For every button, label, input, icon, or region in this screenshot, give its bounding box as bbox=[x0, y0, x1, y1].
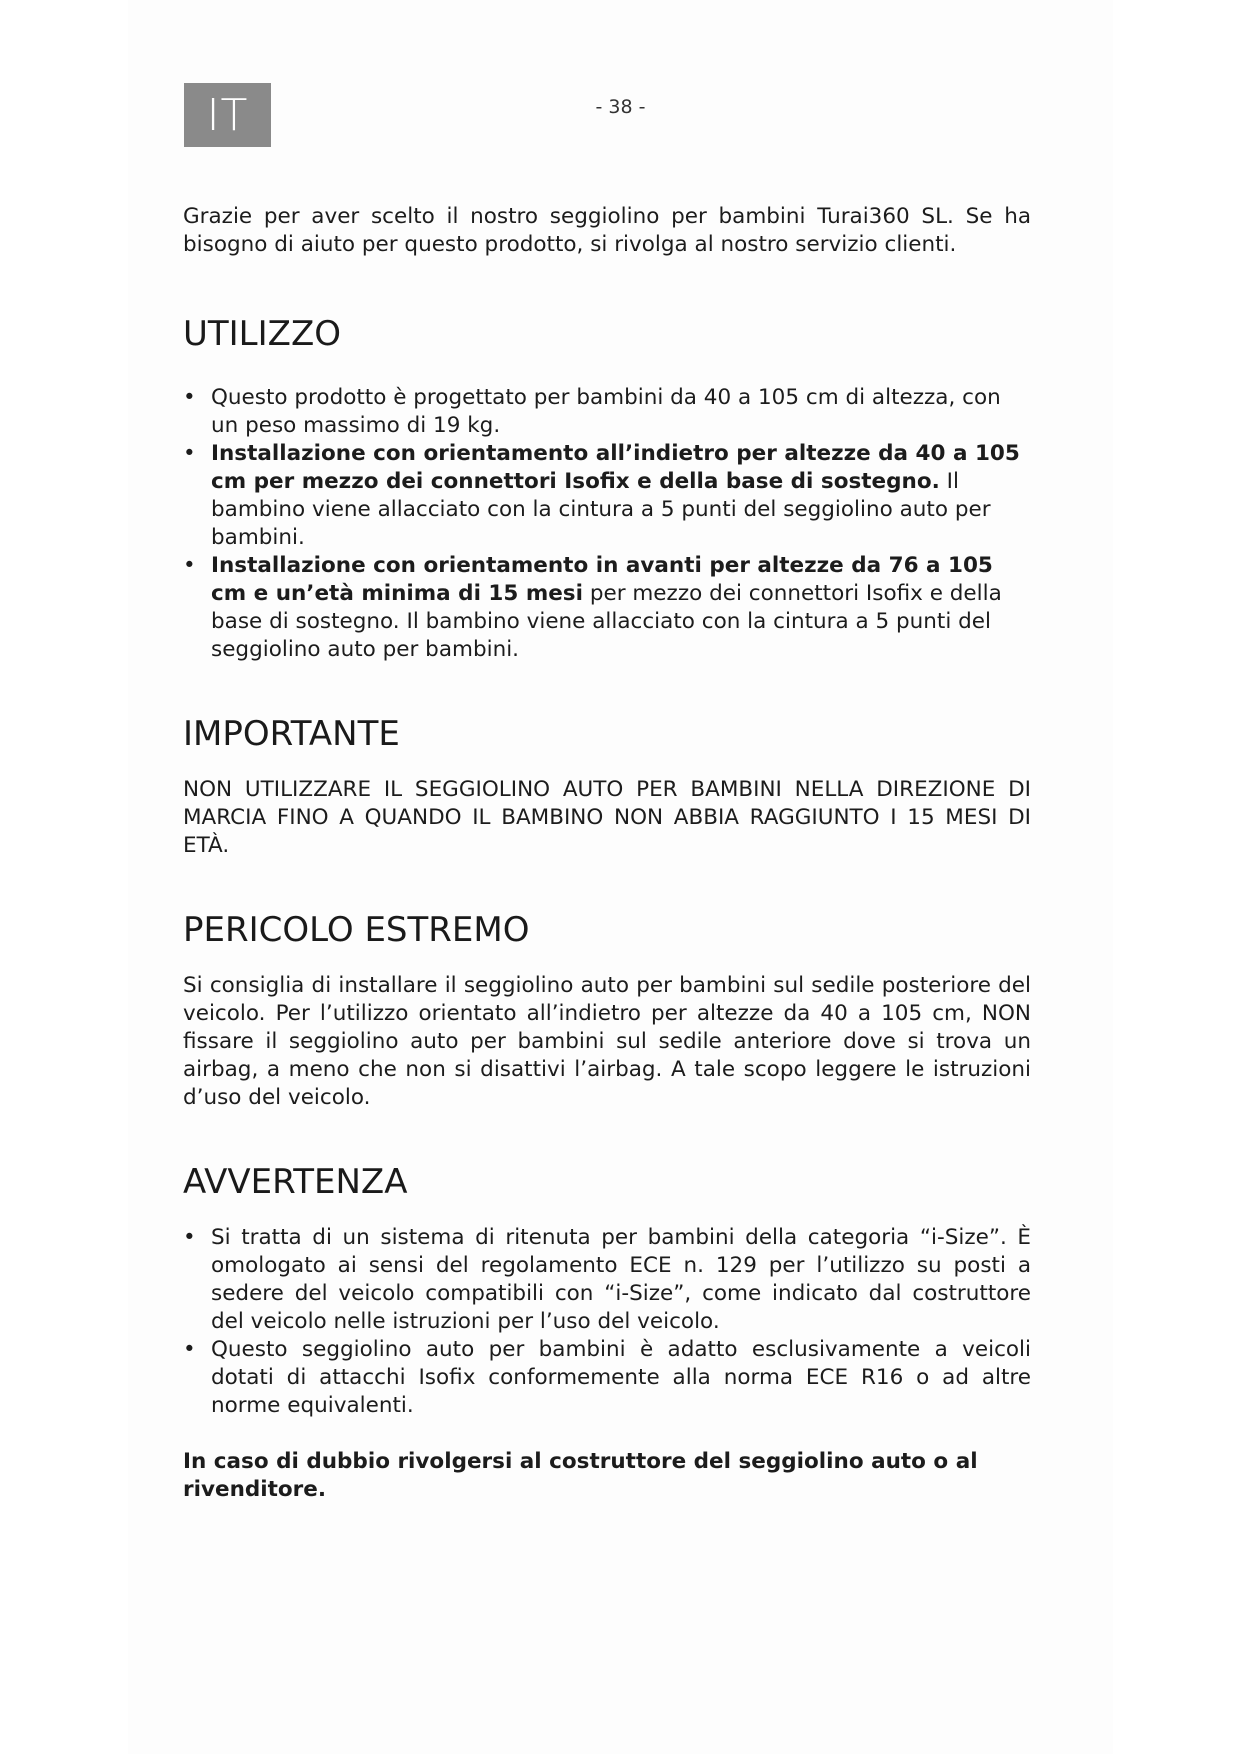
utilizzo-item-2-text: Il bambino viene allacciato con la cintura a 5 punti del seggiolino auto per bambini. bbox=[211, 469, 991, 550]
final-note: In caso di dubbio rivolgersi al costruttore del seggiolino auto o al rivenditore. bbox=[183, 1449, 978, 1502]
heading-importante: IMPORTANTE bbox=[183, 714, 400, 754]
list-item bbox=[183, 384, 1031, 440]
pericolo-paragraph: Si consiglia di installare il seggiolino auto per bambini sul sedile posteriore del veicolo. Per l’utilizzo orientato all’indietro per altezze da 40 a 105 cm, NON fissare il seggiolino auto per bambini sul sedile anteriore dove si trova un airbag, a meno che non si disattivi l’airbag. A tale scopo leggere le istruzioni d’uso del veicolo. bbox=[183, 973, 1031, 1110]
page-number: - 38 - bbox=[595, 96, 646, 118]
heading-pericolo-estremo: PERICOLO ESTREMO bbox=[183, 910, 530, 950]
language-badge: IT bbox=[184, 83, 271, 147]
utilizzo-item-3-text: per mezzo dei connettori Isofix e della base di sostegno. Il bambino viene allacciato con la cintura a 5 punti del seggiolino auto per bambini. bbox=[211, 581, 1002, 662]
list-item bbox=[183, 440, 1031, 552]
avvertenza-item-1-text: Si tratta di un sistema di ritenuta per bambini della categoria “i-Size”. È omologato ai sensi del regolamento ECE n. 129 per l’utilizzo su posti a sedere del veicolo compatibili con “i-Size”, come indicato dal costruttore del veicolo nelle istruzioni per l’uso del veicolo. bbox=[211, 1225, 1031, 1334]
utilizzo-item-1-text: Questo prodotto è progettato per bambini da 40 a 105 cm di altezza, con un peso massimo di 19 kg. bbox=[211, 385, 1001, 438]
utilizzo-item-2-bold: Installazione con orientamento all’indietro per altezze da 40 a 105 cm per mezzo dei connettori Isofix e della base di sostegno. bbox=[211, 441, 1020, 494]
avvertenza-item-2-text: Questo seggiolino auto per bambini è adatto esclusivamente a veicoli dotati di attacchi Isofix conformemente alla norma ECE R16 o ad altre norme equivalenti. bbox=[211, 1337, 1031, 1418]
heading-utilizzo: UTILIZZO bbox=[183, 314, 341, 354]
heading-avvertenza: AVVERTENZA bbox=[183, 1162, 408, 1202]
intro-paragraph: Grazie per aver scelto il nostro seggiolino per bambini Turai360 SL. Se ha bisogno di aiuto per questo prodotto, si rivolga al nostro servizio clienti. bbox=[183, 204, 1031, 257]
document-body bbox=[183, 203, 1031, 1526]
utilizzo-item-3-bold: Installazione con orientamento in avanti per altezze da 76 a 105 cm e un’età minima di 15 mesi bbox=[211, 553, 993, 606]
list-item bbox=[183, 1224, 1031, 1336]
list-item bbox=[183, 552, 1031, 664]
utilizzo-list bbox=[183, 384, 1031, 664]
importante-paragraph: NON UTILIZZARE IL SEGGIOLINO AUTO PER BAMBINI NELLA DIREZIONE DI MARCIA FINO A QUANDO IL BAMBINO NON ABBIA RAGGIUNTO I 15 MESI DI ETÀ. bbox=[183, 777, 1031, 858]
list-item bbox=[183, 1336, 1031, 1420]
avvertenza-list bbox=[183, 1224, 1031, 1420]
